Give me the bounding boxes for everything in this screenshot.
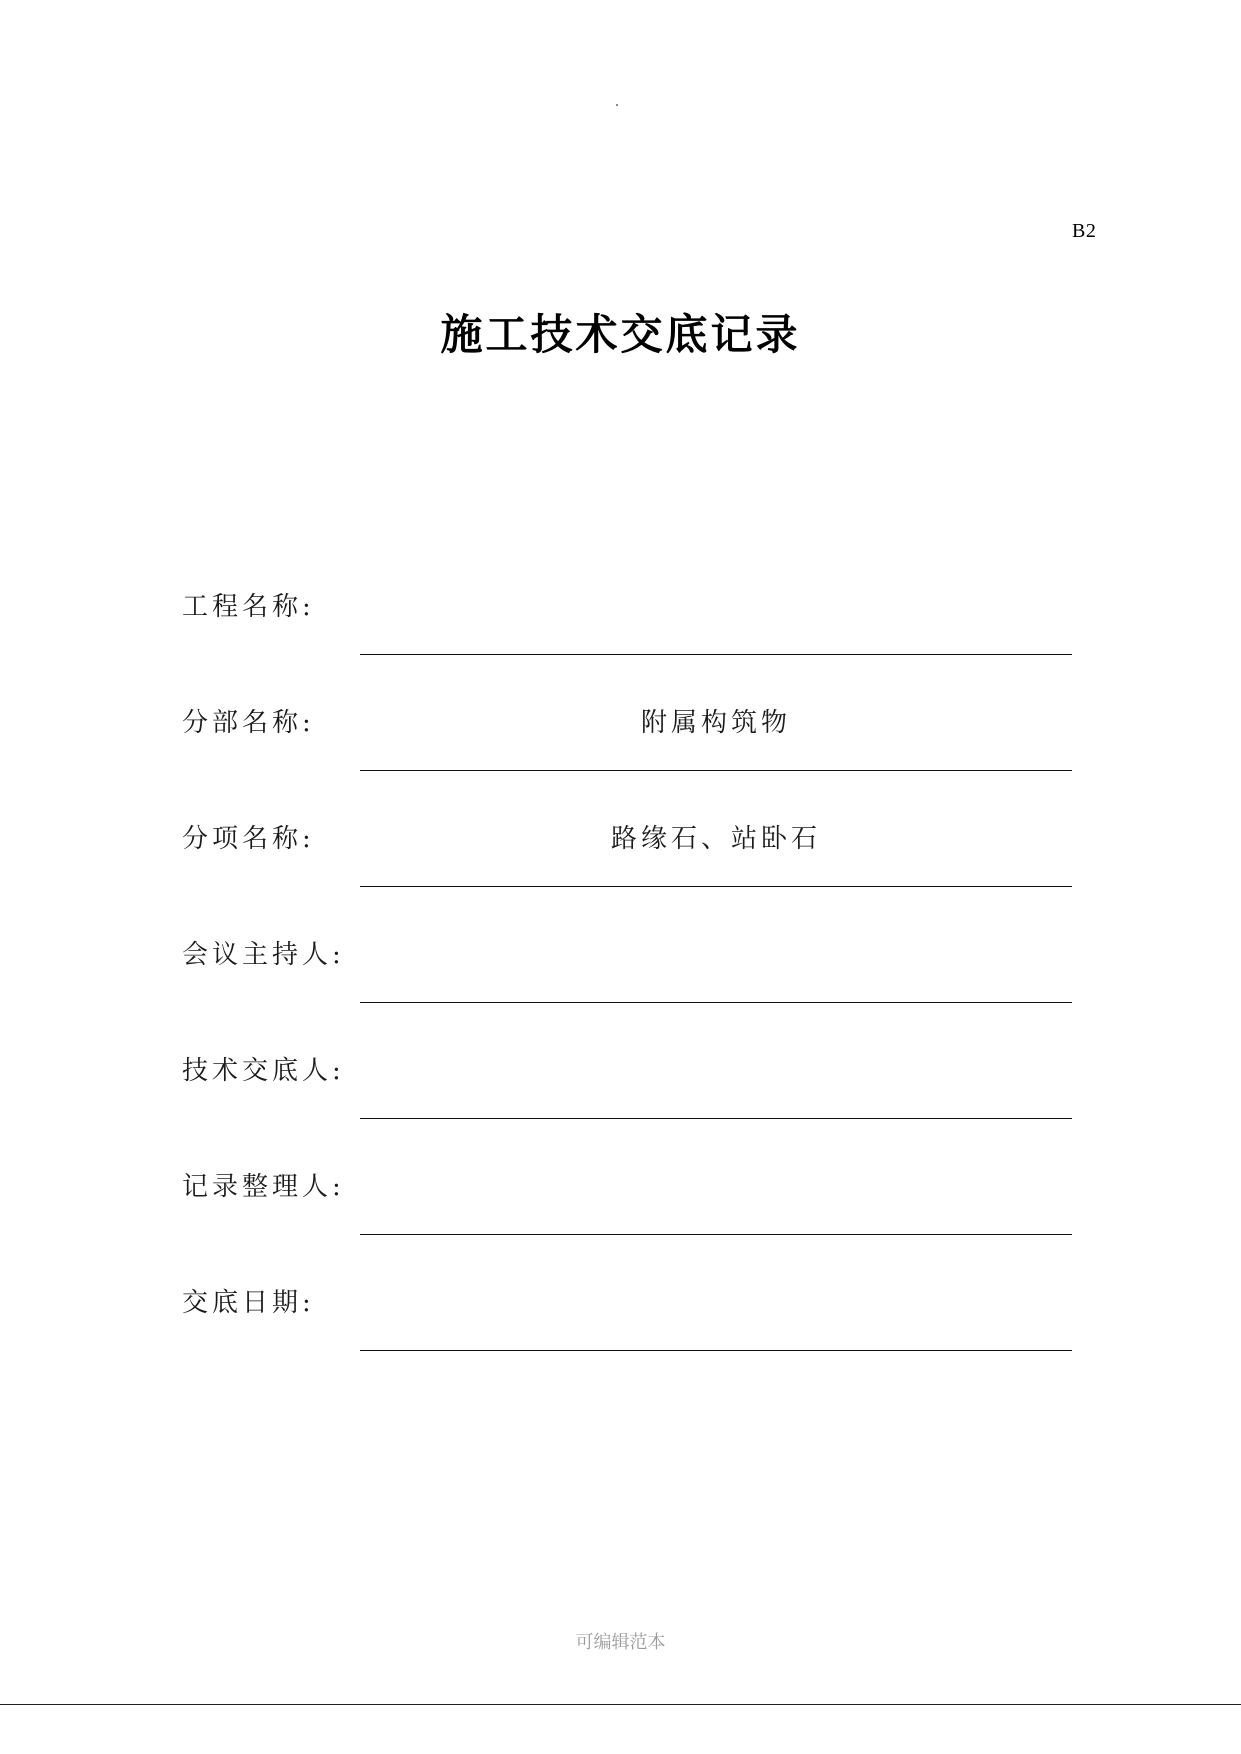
footer-watermark-text: 可编辑范本 bbox=[575, 1632, 666, 1653]
field-value[interactable]: 附属构筑物 bbox=[640, 708, 791, 738]
field-label: 记录整理人: bbox=[182, 1172, 345, 1202]
field-underline bbox=[360, 1350, 1072, 1351]
field-briefing-person bbox=[0, 1050, 1241, 1166]
field-label: 分项名称: bbox=[182, 824, 315, 854]
field-label: 交底日期: bbox=[182, 1288, 315, 1318]
field-underline bbox=[360, 1118, 1072, 1119]
field-item-name bbox=[0, 818, 1241, 934]
field-briefing-date bbox=[0, 1282, 1241, 1398]
field-underline bbox=[360, 886, 1072, 887]
field-underline bbox=[360, 770, 1072, 771]
field-meeting-host bbox=[0, 934, 1241, 1050]
top-dot-mark bbox=[616, 104, 618, 106]
field-label: 分部名称: bbox=[182, 708, 315, 738]
field-value[interactable]: 路缘石、站卧石 bbox=[610, 824, 821, 854]
form-code: B2 bbox=[1072, 220, 1097, 242]
field-underline bbox=[360, 654, 1072, 655]
field-recorder bbox=[0, 1166, 1241, 1282]
field-underline bbox=[360, 1234, 1072, 1235]
field-project-name bbox=[0, 586, 1241, 702]
footer-rule bbox=[0, 1704, 1241, 1705]
field-label: 工程名称: bbox=[182, 592, 315, 622]
field-underline bbox=[360, 1002, 1072, 1003]
document-title: 施工技术交底记录 bbox=[440, 310, 801, 359]
field-label: 会议主持人: bbox=[182, 940, 345, 970]
field-label: 技术交底人: bbox=[182, 1056, 345, 1086]
field-division-name bbox=[0, 702, 1241, 818]
